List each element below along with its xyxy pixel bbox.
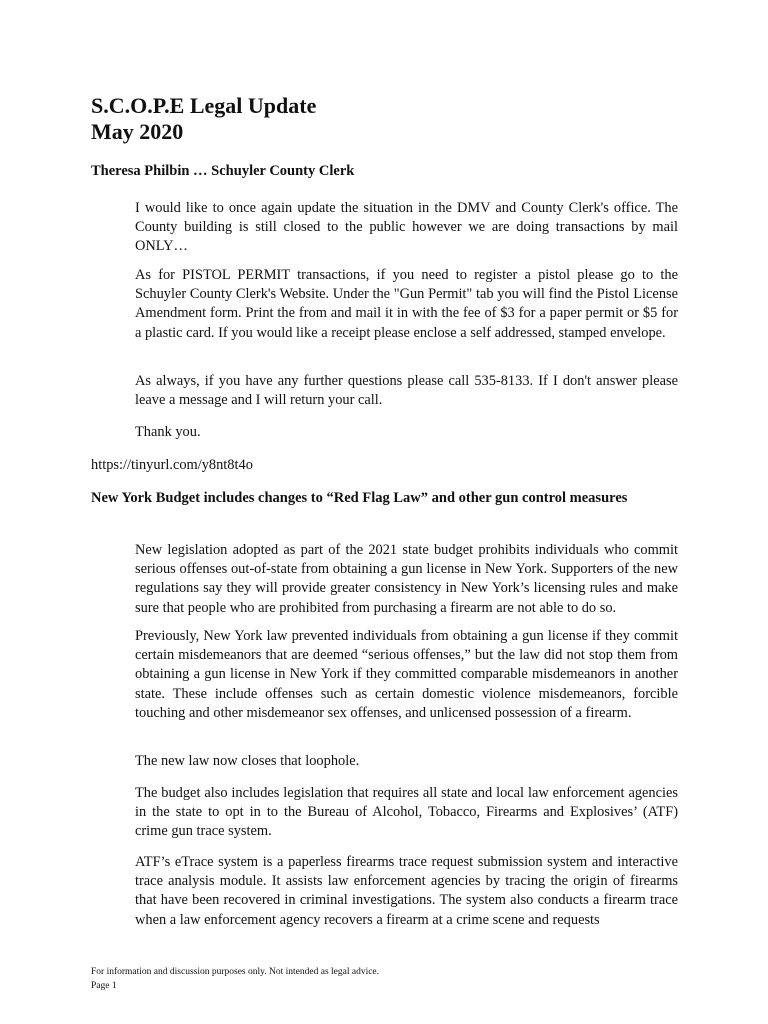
section2-paragraph-3: The new law now closes that loophole. [135, 753, 360, 769]
footer-page-number: Page 1 [91, 981, 117, 991]
section1-paragraph-3: As always, if you have any further questions please call 535-8133. If I don't answer please leave a message and I will return your call. [135, 373, 678, 409]
section2-heading: New York Budget includes changes to “Red Flag Law” and other gun control measures [91, 490, 628, 506]
section2-paragraph-1: New legislation adopted as part of the 2021 state budget prohibits individuals who commit serious offenses out-of-state from obtaining a gun license in New York. Supporters of the new regulations say they will provide greater consistency in New York’s licensing rules and make sure that people who are prohibited from purchasing a firearm are not able to do so. [135, 542, 678, 616]
tinyurl-link[interactable]: https://tinyurl.com/y8nt8t4o [91, 457, 253, 473]
section1-paragraph-2: As for PISTOL PERMIT transactions, if you need to register a pistol please go to the Schuyler County Clerk's Website. Under the "Gun Permit" tab you will find the Pistol License Amendment form. Print the from and mail it in with the fee of $3 for a paper permit or $5 for a plastic card. If you would like a receipt please enclose a self addressed, stamped envelope. [135, 267, 678, 341]
page-footer [91, 965, 379, 993]
title-line-1: S.C.O.P.E Legal Update [91, 93, 317, 118]
author-line: Theresa Philbin … Schuyler County Clerk [91, 163, 355, 179]
footer-disclaimer: For information and discussion purposes only. Not intended as legal advice. [91, 967, 380, 977]
section1-paragraph-1: I would like to once again update the situation in the DMV and County Clerk's office. The County building is still closed to the public however we are doing transactions by mail ONLY… [135, 200, 678, 255]
document-title [91, 93, 316, 145]
section2-paragraph-5: ATF’s eTrace system is a paperless firearms trace request submission system and interactive trace analysis module. It assists law enforcement agencies by tracing the origin of firearms that have been recovered in criminal investigations. The system also conducts a firearm trace when a law enforcement agency recovers a firearm at a crime scene and requests [135, 854, 678, 928]
section1-paragraph-4: Thank you. [135, 424, 201, 440]
section2-paragraph-2: Previously, New York law prevented individuals from obtaining a gun license if they commit certain misdemeanors that are deemed “serious offenses,” but the law did not stop them from obtaining a gun license in New York if they committed comparable misdemeanors in another state. These include offenses such as certain domestic violence misdemeanors, forcible touching and other misdemeanor sex offenses, and unlicensed possession of a firearm. [135, 628, 678, 721]
title-line-2: May 2020 [91, 119, 184, 144]
section2-paragraph-4: The budget also includes legislation that requires all state and local law enforcement agencies in the state to opt in to the Bureau of Alcohol, Tobacco, Firearms and Explosives’ (ATF) crime gun trace system. [135, 785, 678, 840]
